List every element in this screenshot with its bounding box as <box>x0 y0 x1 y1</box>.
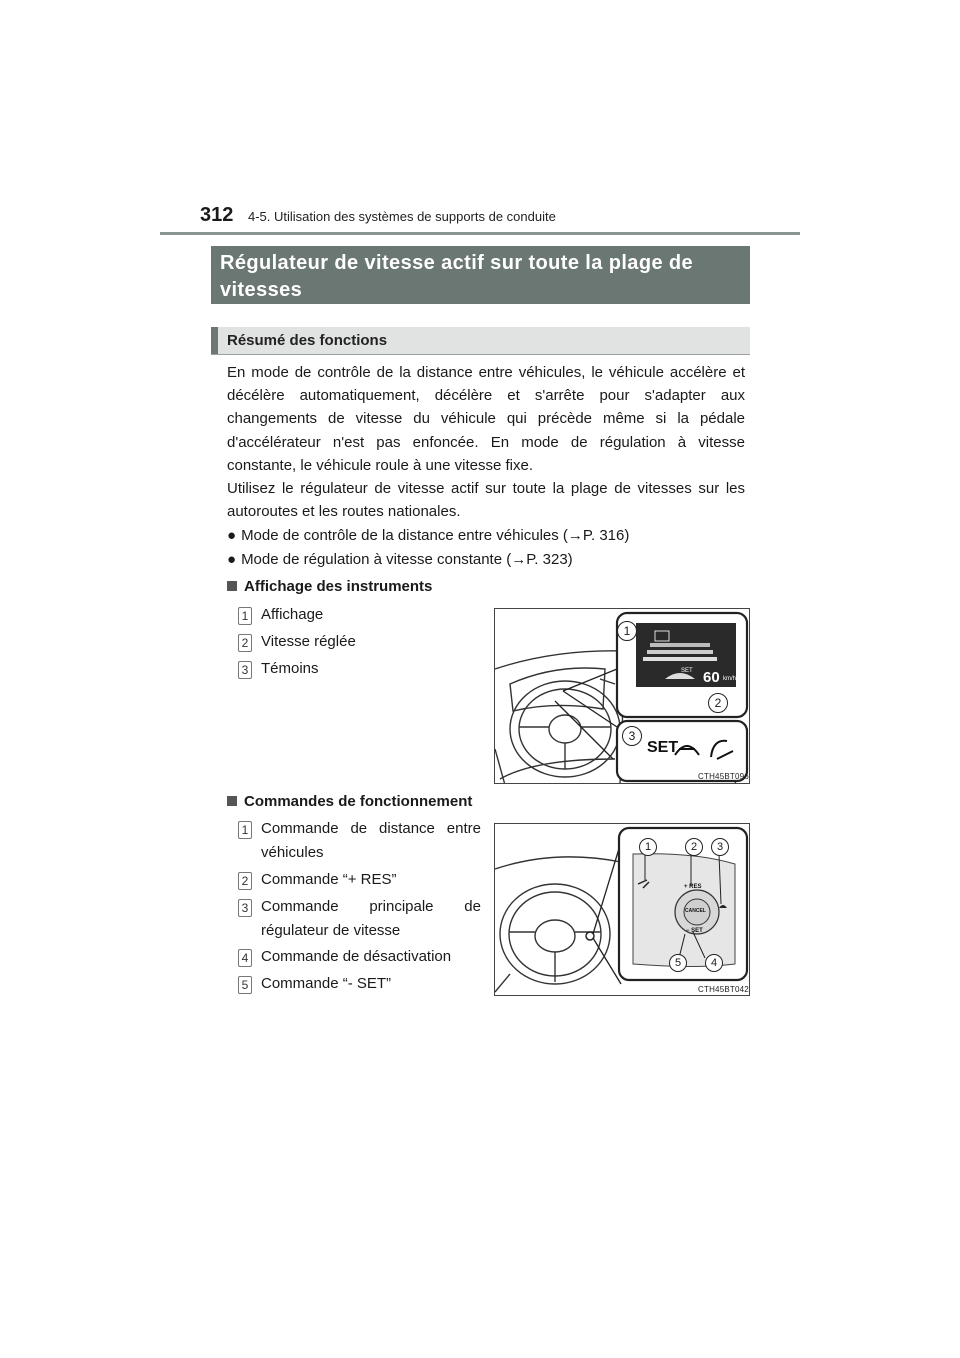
callout-number: 5 <box>238 976 252 994</box>
command-item-label: Commande de distance entre véhicules <box>261 820 481 861</box>
instrument-display-figure <box>494 608 750 784</box>
command-item-label: Commande de désactivation <box>261 948 452 965</box>
operation-switches-figure <box>494 823 750 996</box>
instruments-heading-text: Affichage des instruments <box>244 578 433 595</box>
bullet-mark: ● <box>227 551 237 568</box>
callout-circle: 1 <box>617 621 637 641</box>
bullet-item <box>227 524 629 547</box>
figure-code: CTH45BT096 <box>698 772 749 781</box>
callout-number: 1 <box>238 821 252 839</box>
bullet-text: Mode de régulation à vitesse constante (→P. 323) <box>241 551 573 568</box>
page-number: 312 <box>200 204 234 226</box>
display-set-label: SET <box>681 668 693 674</box>
section-heading: Résumé des fonctions <box>211 327 750 354</box>
instruments-heading <box>227 575 432 598</box>
usage-paragraph: Utilisez le régulateur de vitesse actif sur toute la plage de vitesses sur les autoroutes et les routes nationales. <box>227 480 745 521</box>
bullet-text: Mode de contrôle de la distance entre véhicules (→P. 316) <box>241 527 630 544</box>
set-switch-label: − SET <box>686 928 703 934</box>
square-bullet-icon <box>227 796 237 806</box>
callout-circle: 5 <box>669 954 687 972</box>
callout-number: 2 <box>238 634 252 652</box>
callout-circle: 3 <box>622 726 642 746</box>
running-title: 4-5. Utilisation des systèmes de supports de conduite <box>248 209 556 224</box>
bullet-mark: ● <box>227 527 237 544</box>
callout-circle: 4 <box>705 954 723 972</box>
section-rule <box>211 354 750 355</box>
command-item-label: Commande “- SET” <box>261 975 392 992</box>
intro-paragraph: En mode de contrôle de la distance entre véhicules, le véhicule accélère et décélère automatiquement, décélère et s'arrête pour s'adapter aux changements de vitesse du véhicule qui précède même si la pédale d'accélérateur n'est pas enfoncée. En mode de régulation à vitesse constante, le véhicule roule à une vitesse fixe. <box>227 364 745 474</box>
commands-heading <box>227 790 472 813</box>
instrument-item-label: Témoins <box>261 660 319 677</box>
display-speed-unit: km/h <box>723 676 737 682</box>
figure-code: CTH45BT042 <box>698 985 749 994</box>
header-rule <box>160 232 800 235</box>
square-bullet-icon <box>227 581 237 591</box>
callout-circle: 1 <box>639 838 657 856</box>
command-item-label: Commande principale de régulateur de vitesse <box>261 898 481 939</box>
res-switch-label: + RES <box>684 884 702 890</box>
instrument-item-label: Affichage <box>261 606 324 623</box>
callout-number: 3 <box>238 899 252 917</box>
commands-heading-text: Commandes de fonctionnement <box>244 793 473 810</box>
callout-circle: 3 <box>711 838 729 856</box>
cancel-switch-label: CANCEL <box>685 908 706 914</box>
callout-number: 3 <box>238 661 252 679</box>
instrument-item-label: Vitesse réglée <box>261 633 356 650</box>
callout-number: 2 <box>238 872 252 890</box>
bullet-item <box>227 548 573 571</box>
callout-number: 4 <box>238 949 252 967</box>
set-indicator-text: SET <box>647 739 679 756</box>
callout-circle: 2 <box>685 838 703 856</box>
command-item-label: Commande “+ RES” <box>261 871 397 888</box>
callout-circle: 2 <box>708 693 728 713</box>
page-title: Régulateur de vitesse actif sur toute la plage de vitesses <box>211 246 750 304</box>
display-set-speed: 60 <box>703 669 720 686</box>
callout-number: 1 <box>238 607 252 625</box>
